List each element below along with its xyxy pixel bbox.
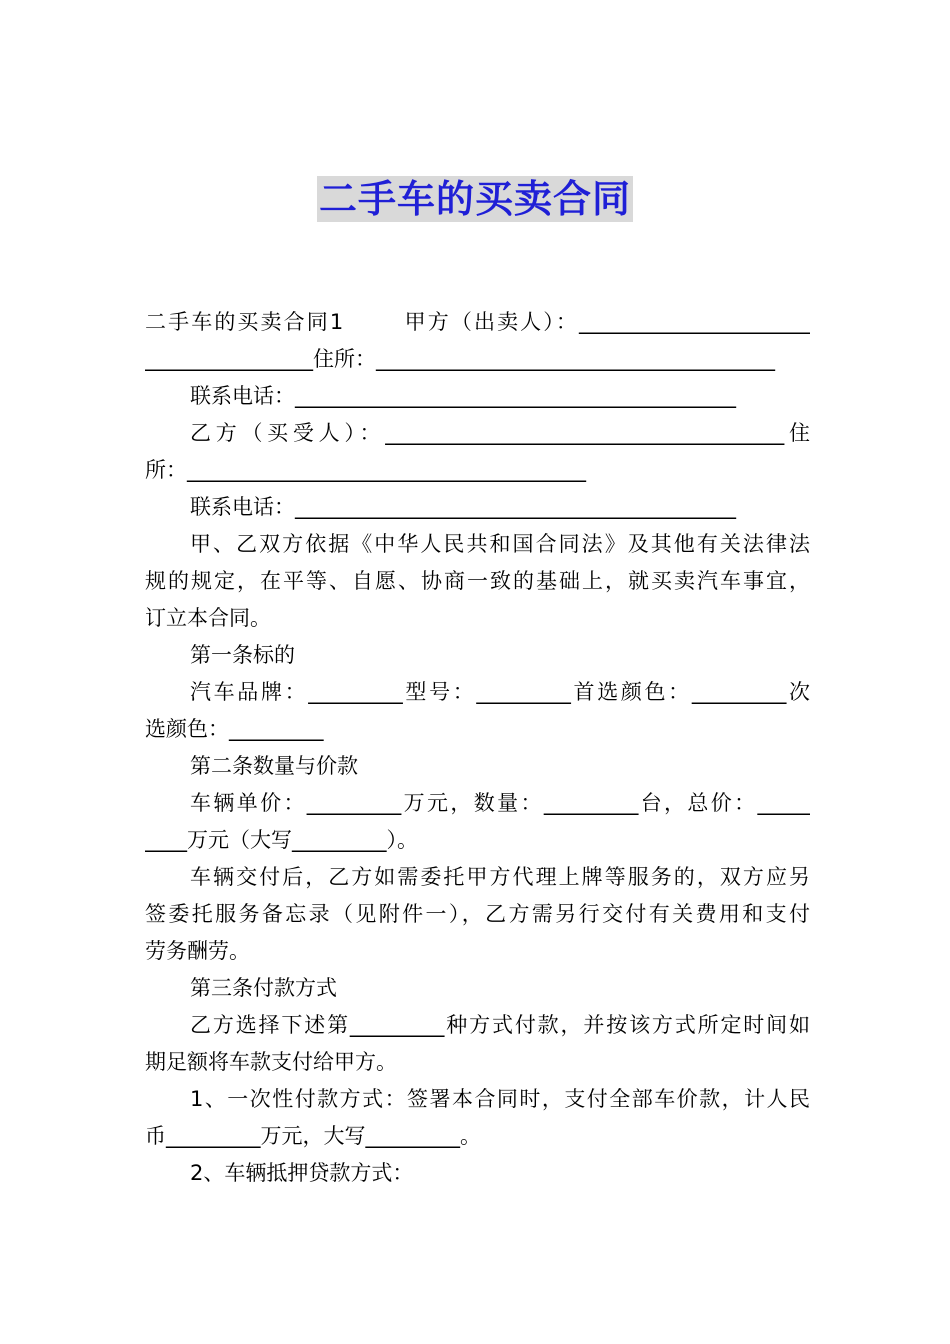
text-line: 所：______________________________________ [145, 458, 586, 482]
text-line: 车辆交付后，乙方如需委托甲方代理上牌等服务的，双方应另 [190, 865, 810, 889]
text-line: 甲、乙双方依据《中华人民共和国合同法》及其他有关法律法 [190, 532, 810, 556]
text-line: 乙方（买受人）：______________________________________住 [190, 421, 810, 445]
section-heading: 第二条数量与价款 [190, 754, 358, 778]
text-line: 2、车辆抵押贷款方式： [190, 1161, 414, 1185]
text-line: ____万元（大写_________）。 [145, 828, 418, 852]
text-line: 订立本合同。 [145, 606, 271, 630]
text-line: 期足额将车款支付给甲方。 [145, 1050, 397, 1074]
text-line: 汽车品牌：_________型号：_________首选颜色：_________次 [190, 680, 810, 704]
text-line: 币_________万元，大写_________。 [145, 1124, 481, 1148]
section-heading: 第三条付款方式 [190, 976, 337, 1000]
section-heading: 第一条标的 [190, 643, 295, 667]
text-line: 1、一次性付款方式：签署本合同时，支付全部车价款，计人民 [190, 1087, 810, 1111]
text-line: 联系电话：__________________________________________ [190, 384, 736, 408]
text-line: 劳务酬劳。 [145, 939, 250, 963]
text-line: 选颜色：_________ [145, 717, 324, 741]
document-title: 二手车的买卖合同 [318, 177, 631, 221]
text-line: 签委托服务备忘录（见附件一），乙方需另行交付有关费用和支付 [145, 902, 810, 926]
text-line: 联系电话：__________________________________________ [190, 495, 736, 519]
title-container [0, 176, 950, 222]
text-line: 车辆单价：_________万元，数量：_________台，总价：_____ [190, 791, 810, 815]
text-line: ________________住所：______________________________________ [145, 347, 775, 371]
text-line: 二手车的买卖合同1 甲方（出卖人）：______________________ [145, 310, 810, 334]
document-body [145, 304, 810, 1192]
text-line: 规的规定，在平等、自愿、协商一致的基础上，就买卖汽车事宜， [145, 569, 810, 593]
text-line: 乙方选择下述第_________种方式付款，并按该方式所定时间如 [190, 1013, 810, 1037]
